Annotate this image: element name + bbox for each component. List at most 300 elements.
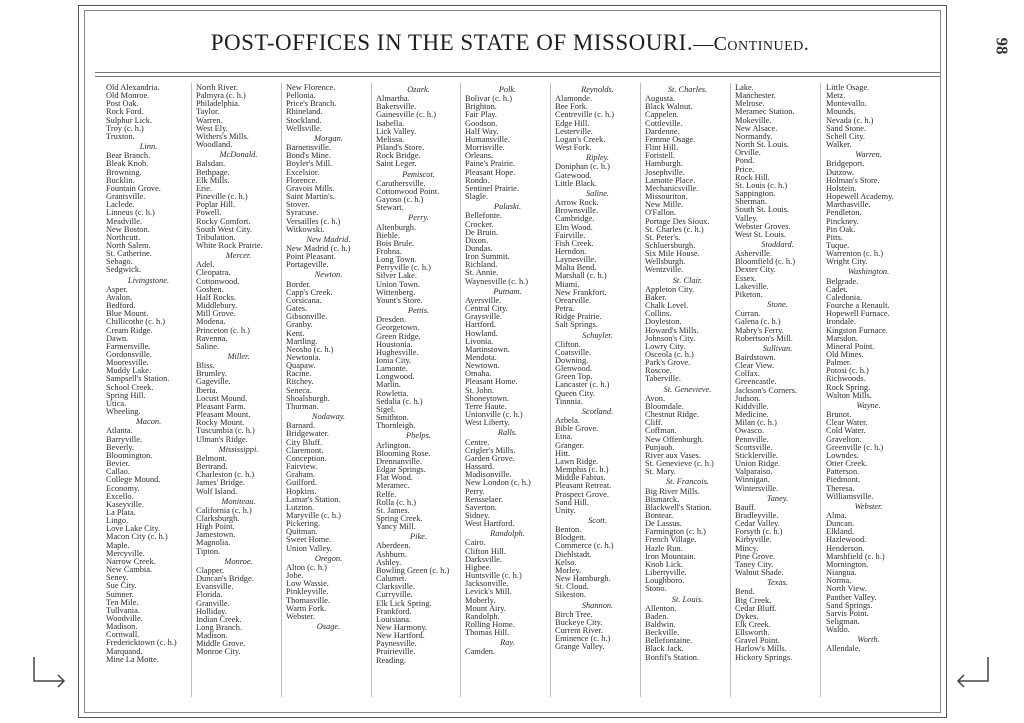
post-office-entry: Edgar Springs. xyxy=(376,466,426,475)
post-office-entry: Melissa. xyxy=(376,135,405,144)
post-office-entry: Bauff. xyxy=(735,503,757,512)
post-office-entry: Terre Haute. xyxy=(465,402,507,411)
post-office-entry: Taney City. xyxy=(735,560,774,569)
post-office-entry: Cliff. xyxy=(645,419,663,428)
post-office-entry: Taberville. xyxy=(645,375,681,384)
post-office-entry: Green Top. xyxy=(555,373,593,382)
post-office-entry: Paynesville. xyxy=(376,640,417,649)
post-office-entry: Fairville. xyxy=(555,231,586,240)
post-office-entry: Unionville (c. h.) xyxy=(465,411,523,420)
county-heading: New Madrid. xyxy=(306,234,351,244)
county-heading: Stoddard. xyxy=(761,239,794,249)
post-office-entry: Modena. xyxy=(196,318,226,327)
post-office-entry: Gibsonville. xyxy=(286,313,328,322)
post-office-entry: Chillicothe (c. h.) xyxy=(106,318,166,327)
post-office-entry: Flint Hill. xyxy=(645,144,679,153)
county-heading: Ripley. xyxy=(585,153,610,163)
post-office-entry: Marquand. xyxy=(106,647,143,656)
post-office-entry: Altenburgh. xyxy=(376,223,417,232)
post-office-entry: Excelsior. xyxy=(286,168,320,177)
post-office-entry: St. Annie. xyxy=(465,269,499,278)
county-heading: Webster. xyxy=(854,501,883,511)
post-office-entry: Rock Hill. xyxy=(735,173,770,182)
post-office-entry: Bliss. xyxy=(196,362,215,371)
post-office-entry: Lancaster (c. h.) xyxy=(555,381,610,390)
post-office-entry: Kelso. xyxy=(555,558,577,567)
post-office-entry: College Mound. xyxy=(106,476,161,485)
post-office-entry: Taylor. xyxy=(196,108,220,117)
county-heading: Monroe. xyxy=(224,556,253,566)
county-heading: Texas. xyxy=(767,578,788,588)
post-office-entry: Petra. xyxy=(555,305,575,314)
county-heading: Macon. xyxy=(135,417,162,427)
post-office-entry: North View. xyxy=(826,585,867,594)
post-office-entry: Winnigan. xyxy=(735,476,770,485)
post-office-entry: Frohna. xyxy=(376,247,402,256)
post-office-entry: Cream Ridge. xyxy=(106,326,153,335)
post-office-entry: Tullvania. xyxy=(106,606,140,615)
post-office-entry: Pin Oak. xyxy=(826,225,856,234)
post-office-entry: Granger. xyxy=(555,441,585,450)
post-office-entry: Sherman. xyxy=(735,198,767,207)
post-office-entry: Claremont. xyxy=(286,446,324,455)
post-office-entry: Low Wassie. xyxy=(286,580,329,589)
post-office-entry: Glenwood. xyxy=(555,365,592,374)
county-heading: Ozark. xyxy=(407,85,430,94)
post-office-entry: Cambridge. xyxy=(555,215,595,224)
post-office-entry: Elkland. xyxy=(826,528,855,537)
post-office-entry: Rocky Comfort. xyxy=(196,217,251,226)
post-office-entry: Madison. xyxy=(196,632,228,641)
post-office-entry: Lamotte Place. xyxy=(645,176,696,185)
county-heading: Pulaski. xyxy=(493,202,522,212)
post-office-entry: Bee Fork. xyxy=(555,103,589,112)
post-office-entry: Milan (c. h.) xyxy=(735,419,777,428)
post-office-entry: Drennanville. xyxy=(376,457,422,466)
post-office-entry: Saint Martin's. xyxy=(286,193,335,202)
post-office-entry: Adel. xyxy=(196,261,215,270)
post-office-entry: Josephville. xyxy=(645,168,685,177)
post-office-entry: Wellsville. xyxy=(286,124,322,133)
post-office-entry: Schell City. xyxy=(826,132,866,141)
county-heading: Scotland. xyxy=(581,406,614,416)
post-office-entry: New Hartford. xyxy=(376,632,425,641)
post-office-entry: Old Monroe. xyxy=(106,92,150,101)
post-office-entry: Bloomfield (c. h.) xyxy=(735,258,796,267)
post-office-entry: Lamar's Station. xyxy=(286,495,341,504)
post-office-entry: Hassard. xyxy=(465,463,495,472)
post-office-entry: Calumet. xyxy=(376,575,407,584)
post-office-entry: Quapaw. xyxy=(286,362,316,371)
post-office-entry: Bend. xyxy=(735,588,755,597)
county-heading: Miller. xyxy=(227,352,250,361)
post-office-column-4 xyxy=(376,84,461,665)
post-office-entry: Shoalsburgh. xyxy=(286,394,330,403)
post-office-entry: Elk Lick Spring. xyxy=(376,599,432,608)
post-office-entry: Narrow Creek. xyxy=(106,557,156,566)
post-office-entry: Thomasville. xyxy=(286,596,330,605)
post-office-entry: Paine's Prairie. xyxy=(465,160,515,169)
post-office-entry: Lutzton. xyxy=(286,503,315,512)
post-office-entry: Sedgwick. xyxy=(106,266,142,275)
post-office-entry: Duncan. xyxy=(826,520,855,529)
column-divider xyxy=(281,83,282,697)
post-office-entry: Barryville. xyxy=(106,435,143,444)
post-office-entry: Mincy. xyxy=(735,544,759,553)
post-office-entry: Coffman. xyxy=(645,427,677,436)
post-office-entry: Martinstown. xyxy=(465,345,510,354)
post-office-entry: Baden. xyxy=(645,612,669,621)
post-office-entry: Sweet Home. xyxy=(286,536,332,545)
post-office-entry: Memphis (c. h.) xyxy=(555,466,609,475)
post-office-entry: Downing. xyxy=(555,357,589,365)
post-office-entry: Wintersville. xyxy=(735,484,779,493)
post-office-entry: Thornleigh. xyxy=(376,422,416,431)
post-office-entry: Muddy Lake. xyxy=(106,367,152,376)
post-office-entry: Cadet. xyxy=(826,285,848,294)
county-heading: Osage. xyxy=(316,622,341,631)
post-office-entry: Duncan's Bridge. xyxy=(196,575,254,584)
post-office-entry: Browning. xyxy=(106,168,142,177)
post-office-entry: Darksville. xyxy=(465,555,502,564)
post-office-entry: Sticklerville. xyxy=(735,451,779,460)
post-office-entry: City Bluff. xyxy=(286,438,323,447)
post-office-entry: New Hamburgh. xyxy=(555,575,611,584)
county-heading: Taney. xyxy=(766,493,789,503)
post-office-entry: Bridgeport. xyxy=(826,160,865,169)
post-office-entry: Coatsville. xyxy=(555,348,592,357)
post-office-entry: Wolf Island. xyxy=(196,487,238,496)
post-office-entry: Cold Water. xyxy=(826,427,866,436)
post-office-entry: Benton. xyxy=(555,526,582,535)
post-office-entry: Rock Spring. xyxy=(826,383,871,392)
post-office-entry: Levick's Mill. xyxy=(465,588,512,597)
post-office-entry: Marsdon. xyxy=(826,334,858,343)
post-office-entry: Owasco. xyxy=(735,427,765,436)
post-office-entry: Laynesville. xyxy=(555,256,597,265)
post-office-entry: Normandy. xyxy=(735,132,773,141)
post-office-entry: Lake. xyxy=(735,84,754,92)
post-office-entry: Osceola (c. h.) xyxy=(645,351,694,359)
post-office-entry: Ionia City. xyxy=(376,357,412,365)
post-office-entry: Punjaub. xyxy=(645,443,675,452)
post-office-entry: Colfax. xyxy=(735,370,760,379)
post-office-entry: Tribulation. xyxy=(196,233,236,242)
post-office-entry: Goodson. xyxy=(465,119,498,128)
county-heading: Nodaway. xyxy=(311,412,346,422)
post-office-entry: Stewart. xyxy=(376,204,404,213)
post-office-entry: Robertson's Mill. xyxy=(735,334,793,343)
post-office-entry: Collins. xyxy=(645,310,672,319)
post-office-entry: French Village. xyxy=(645,536,697,545)
post-office-entry: Erie. xyxy=(196,184,213,193)
post-office-entry: Jackson's Corners. xyxy=(735,386,797,395)
county-heading: McDonald. xyxy=(219,150,258,160)
post-office-entry: Long Town. xyxy=(376,256,417,265)
post-office-entry: Schluersburgh. xyxy=(645,241,696,250)
post-office-entry: Bellefontaine. xyxy=(645,637,693,646)
post-office-entry: Park's Grove. xyxy=(645,359,691,368)
post-office-entry: Humansville. xyxy=(465,135,510,144)
post-office-entry: Newtown. xyxy=(465,362,500,371)
post-office-entry: Troy (c. h.) xyxy=(106,124,144,133)
post-office-entry: Crigler's Mills. xyxy=(465,446,516,455)
post-office-entry: Sebago. xyxy=(106,258,133,267)
post-office-entry: Potosi (c. h.) xyxy=(826,367,869,376)
post-office-entry: Jobe. xyxy=(286,572,304,581)
post-office-entry: Old Mines. xyxy=(826,351,864,359)
post-office-entry: Pine Grove. xyxy=(735,552,776,561)
county-heading: St. Genevieve. xyxy=(663,384,712,394)
county-heading: St. Clair. xyxy=(672,275,703,285)
post-office-entry: Richwoods. xyxy=(826,375,866,384)
post-office-entry: St. Mary. xyxy=(645,468,676,477)
post-office-entry: Irondale. xyxy=(826,318,856,327)
county-heading: Ray. xyxy=(500,638,515,648)
post-office-entry: Philadelphia. xyxy=(196,100,240,109)
post-office-entry: Martling. xyxy=(286,337,318,346)
post-office-entry: Corsicana. xyxy=(286,296,322,305)
county-heading: Pettis. xyxy=(407,306,430,316)
post-office-entry: Fish Creek. xyxy=(555,239,594,248)
post-office-entry: Maryville (c. h.) xyxy=(286,511,341,520)
post-office-entry: Black Walnut. xyxy=(645,103,693,112)
post-office-entry: Morrisville. xyxy=(465,144,505,153)
post-office-entry: Henderson. xyxy=(826,544,865,553)
post-office-entry: Saverton. xyxy=(465,503,497,512)
post-office-entry: Logan's Creek. xyxy=(555,135,606,144)
county-heading: Schuyler. xyxy=(582,330,613,340)
post-office-entry: Pleasant Farm. xyxy=(196,402,246,411)
post-office-entry: St. Louis (c. h.) xyxy=(735,181,788,190)
post-office-entry: Lick Valley. xyxy=(376,127,417,136)
post-office-entry: Knob Lick. xyxy=(645,560,684,569)
post-office-entry: Maple. xyxy=(106,541,130,550)
post-office-entry: Valparaiso. xyxy=(735,468,773,477)
post-office-entry: Charleston (c. h.) xyxy=(196,471,255,480)
column-divider xyxy=(371,83,372,697)
post-office-entry: Marlin. xyxy=(376,381,401,390)
post-office-entry: Waldo. xyxy=(826,626,850,635)
post-office-entry: Omaha. xyxy=(465,370,492,379)
post-office-entry: Bucklin. xyxy=(106,176,135,185)
post-office-entry: St. John. xyxy=(465,386,495,395)
post-office-entry: Cottonwood. xyxy=(196,277,240,286)
post-office-entry: Meramec. xyxy=(376,482,410,491)
county-heading: Shannon. xyxy=(581,600,614,610)
post-office-entry: Wheeling. xyxy=(106,408,141,417)
post-office-entry: Meramec Station. xyxy=(735,108,795,117)
post-office-entry: Asper. xyxy=(106,285,128,294)
post-office-entry: North River. xyxy=(196,84,238,92)
county-heading: St. Charles. xyxy=(667,85,708,94)
post-office-entry: Gayoso (c. h.) xyxy=(376,196,424,205)
post-office-entry: Greenville (c. h.) xyxy=(826,443,884,452)
post-office-entry: Loughboro. xyxy=(645,577,685,586)
post-office-entry: Frankford. xyxy=(376,607,412,616)
post-office-entry: Saline. xyxy=(196,342,220,351)
post-office-entry: Orearville. xyxy=(555,296,592,305)
post-office-entry: Sappington. xyxy=(735,190,776,199)
post-office-entry: North St. Louis. xyxy=(735,141,789,150)
post-office-entry: Rolla (c. h.) xyxy=(376,498,417,507)
post-office-entry: Jacksonville. xyxy=(465,580,509,589)
post-office-entry: Piland's Store. xyxy=(376,144,425,153)
post-office-entry: Lingo. xyxy=(106,517,129,526)
post-office-entry: Ridge Prairie. xyxy=(555,313,602,322)
post-office-entry: Gravel Point. xyxy=(735,637,780,646)
post-office-entry: Sumner. xyxy=(106,590,134,599)
post-office-entry: Reading. xyxy=(376,656,407,665)
post-office-entry: Asherville. xyxy=(735,250,772,259)
post-office-entry: Moberly. xyxy=(465,596,496,605)
post-office-entry: Little Black. xyxy=(555,179,597,188)
post-office-entry: Nevada (c. h.) xyxy=(826,116,874,125)
post-office-entry: Gravois Mills. xyxy=(286,184,335,193)
county-heading: Putnam. xyxy=(493,286,522,296)
post-office-entry: Ellsworth. xyxy=(735,629,770,638)
county-heading: Livingstone. xyxy=(127,275,170,285)
post-office-entry: St. Cloud. xyxy=(555,583,589,592)
column-divider xyxy=(550,83,551,697)
post-office-entry: Monroe City. xyxy=(196,648,241,657)
post-office-entry: Warrenton (c. h.) xyxy=(826,250,883,259)
post-office-entry: Salt Springs. xyxy=(555,321,598,330)
post-office-column-8 xyxy=(735,84,820,662)
post-office-entry: Bellefonte. xyxy=(465,212,502,221)
post-office-entry: Montevallo. xyxy=(826,100,867,109)
post-office-entry: Dexter City. xyxy=(735,266,776,275)
post-office-entry: Big Creek. xyxy=(735,596,772,605)
post-office-column-2 xyxy=(196,84,281,657)
post-office-entry: Farmersville. xyxy=(106,342,151,351)
post-office-entry: Sigel. xyxy=(376,405,396,414)
post-office-entry: Arbela. xyxy=(555,417,580,426)
post-office-entry: Mechanicsville. xyxy=(645,184,699,193)
post-office-entry: Northcutt. xyxy=(106,233,141,242)
county-heading: Oregon. xyxy=(314,553,343,563)
post-office-entry: Warm Fork. xyxy=(286,604,327,613)
post-office-entry: Poplar Hill. xyxy=(196,201,236,210)
post-office-entry: Holman's Store. xyxy=(826,176,880,185)
post-office-entry: Capp's Creek. xyxy=(286,288,333,297)
column-divider xyxy=(640,83,641,697)
post-office-entry: New Offenburgh. xyxy=(645,435,704,444)
post-office-entry: Marshall (c. h.) xyxy=(555,272,607,281)
post-office-entry: Centre. xyxy=(465,438,490,447)
post-office-entry: Callao. xyxy=(106,468,130,477)
post-office-entry: Pitts. xyxy=(826,233,843,242)
post-office-entry: Hughesville. xyxy=(376,348,419,357)
post-office-entry: New Frankfort. xyxy=(555,288,607,297)
post-office-entry: De Bruin. xyxy=(465,228,499,237)
post-office-entry: Barnettsville. xyxy=(286,144,331,153)
county-heading: Polk. xyxy=(498,85,517,94)
post-office-entry: Eminence (c. h.) xyxy=(555,635,611,644)
post-office-entry: Etna. xyxy=(555,433,573,442)
post-office-entry: Walnut Shade. xyxy=(735,569,784,578)
post-office-entry: Stockland. xyxy=(286,116,322,125)
county-heading: Moniteau. xyxy=(221,496,256,506)
post-office-entry: Fourche a Renault. xyxy=(826,302,890,311)
post-office-entry: Hartford. xyxy=(465,321,496,330)
post-office-entry: St. Catherine. xyxy=(106,250,152,259)
post-office-entry: Fair Play. xyxy=(465,111,498,120)
post-office-entry: Gatewood. xyxy=(555,171,592,180)
post-office-entry: Rhineland. xyxy=(286,108,323,117)
post-office-entry: Walker. xyxy=(826,141,852,150)
post-office-entry: Pinckney. xyxy=(826,217,859,226)
post-office-entry: Pleasant Hope. xyxy=(465,168,516,177)
county-heading: Linn. xyxy=(139,142,158,152)
post-office-entry: Avalon. xyxy=(106,293,133,302)
post-office-entry: Mounds. xyxy=(826,108,856,117)
post-office-entry: Price. xyxy=(735,165,755,174)
post-office-entry: South St. Louis. xyxy=(735,206,789,215)
post-office-entry: West Hartford. xyxy=(465,520,515,529)
post-office-entry: High Point. xyxy=(196,523,235,532)
post-office-entry: Hopewell Furnace. xyxy=(826,310,890,319)
post-office-entry: Pleasant Home. xyxy=(465,378,518,387)
post-office-entry: Evansville. xyxy=(196,583,234,592)
post-office-entry: Hitt. xyxy=(555,449,571,458)
post-office-entry: Lawn Ridge. xyxy=(555,457,599,466)
county-heading: Worth. xyxy=(857,635,880,645)
post-office-entry: Kirbyville. xyxy=(735,536,772,545)
post-office-entry: Baker. xyxy=(645,293,667,302)
post-office-entry: Union Town. xyxy=(376,280,420,289)
post-office-entry: Point Pleasant. xyxy=(286,253,336,262)
post-office-entry: St. James. xyxy=(376,506,410,515)
post-office-entry: Prairieville. xyxy=(376,648,416,657)
post-office-entry: Diehlstadt. xyxy=(555,550,592,559)
post-office-entry: Portageville. xyxy=(286,261,329,270)
post-office-entry: Thurman. xyxy=(286,402,319,411)
post-office-entry: Longwood. xyxy=(376,373,415,382)
post-office-entry: Alamonde. xyxy=(555,95,592,104)
post-office-entry: Pineville (c. h.) xyxy=(196,193,248,202)
post-office-entry: Richland. xyxy=(465,261,498,270)
county-heading: Washington. xyxy=(847,267,890,277)
post-office-entry: Harlow's Mills. xyxy=(735,645,787,654)
post-office-entry: Wellsburgh. xyxy=(645,258,686,267)
post-office-entry: Mill Grove. xyxy=(196,310,236,319)
post-office-entry: La Plata. xyxy=(106,508,136,517)
post-office-entry: Norma. xyxy=(826,577,852,586)
post-office-entry: Sarvis Point. xyxy=(826,609,869,618)
post-office-entry: Kiddville. xyxy=(735,402,769,411)
post-office-entry: Bear Branch. xyxy=(106,152,151,161)
post-office-entry: Dixon. xyxy=(465,236,489,245)
post-office-entry: Niangua. xyxy=(826,569,857,578)
post-office-entry: Dundas. xyxy=(465,244,493,253)
post-office-entry: Birch Tree. xyxy=(555,610,593,619)
post-office-entry: Camden. xyxy=(465,648,496,657)
post-office-entry: Elk Creek. xyxy=(735,621,771,629)
post-office-entry: Perryville (c. h.) xyxy=(376,264,431,273)
post-office-entry: Bonfil's Station. xyxy=(645,653,700,662)
post-office-entry: Bleak Knob. xyxy=(106,160,149,169)
post-office-entry: Arlington. xyxy=(376,441,411,450)
post-office-entry: Randolph. xyxy=(465,612,500,621)
post-office-entry: Centreville (c. h.) xyxy=(555,111,615,120)
post-office-entry: Jamestown. xyxy=(196,531,236,540)
post-office-entry: Beckville. xyxy=(645,629,680,638)
post-office-entry: Cornwall. xyxy=(106,631,140,640)
post-office-entry: Isabella. xyxy=(376,119,405,128)
post-office-entry: Hopewell Academy. xyxy=(826,193,894,202)
post-office-entry: Saint Leger. xyxy=(376,160,417,169)
